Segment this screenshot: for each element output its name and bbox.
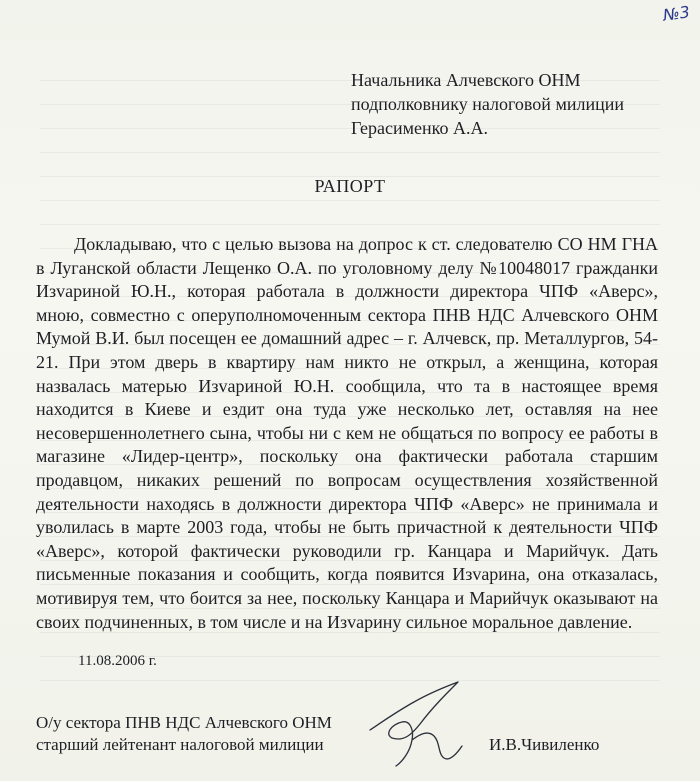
handwritten-signature	[362, 672, 472, 772]
report-date: 11.08.2006 г.	[78, 653, 157, 669]
addressee-line-2: подполковнику налоговой милиции	[351, 94, 624, 114]
addressee-block	[351, 68, 681, 140]
addressee-line-1: Начальника Алчевского ОНМ	[351, 70, 581, 90]
signatory-name: И.В.Чивиленко	[489, 735, 600, 754]
addressee-line-3: Герасименко А.А.	[351, 118, 488, 138]
handwritten-page-number: №3	[661, 2, 692, 25]
position-line-2: старший лейтенант налоговой милиции	[36, 735, 324, 754]
signatory-position	[36, 712, 332, 756]
document-title: РАПОРТ	[314, 176, 386, 196]
position-line-1: О/у сектора ПНВ НДС Алчевского ОНМ	[36, 713, 332, 732]
report-body: Докладываю, что с целью вызова на допрос к ст. следователю СО НМ ГНА в Луганской области Лещенко О.А. по уголовному делу №10048017 гражданки Изvариной Ю.Н., которая работала в должности директора ЧПФ «Аверс», мною, совместно с оперуполномоченным сектора ПНВ НДС Алчевского ОНМ Мумой В.И. был посещен ее домашний адрес – г. Алчевск, пр. Металлургов, 54-21. При этом дверь в квартиру нам никто не открыл, а женщина, которая назвалась матерью Изvариной Ю.Н. сообщила, что та в настоящее время находится в Киеве и ездит она туда уже несколько лет, оставляя на нее несовершеннолетнего сына, чтобы ни с кем не общаться по вопросу ее работы в магазине «Лидер-центр», поскольку она фактически работала старшим продавцом, никаких решений по вопросам осуществления хозяйственной деятельности находясь в должности директора ЧПФ «Аверс» не принимала и уволилась в марте 2003 года, чтобы не быть причастной к деятельности ЧПФ «Аверс», которой фактически руководили гр. Канцара и Марийчук. Дать письменные показания и сообщить, когда появится Изvарина, она отказалась, мотивируя тем, что боится за нее, поскольку Канцара и Марийчук оказывают на своих подчиненных, в том числе и на Изvарину сильное моральное давление.	[36, 234, 658, 632]
